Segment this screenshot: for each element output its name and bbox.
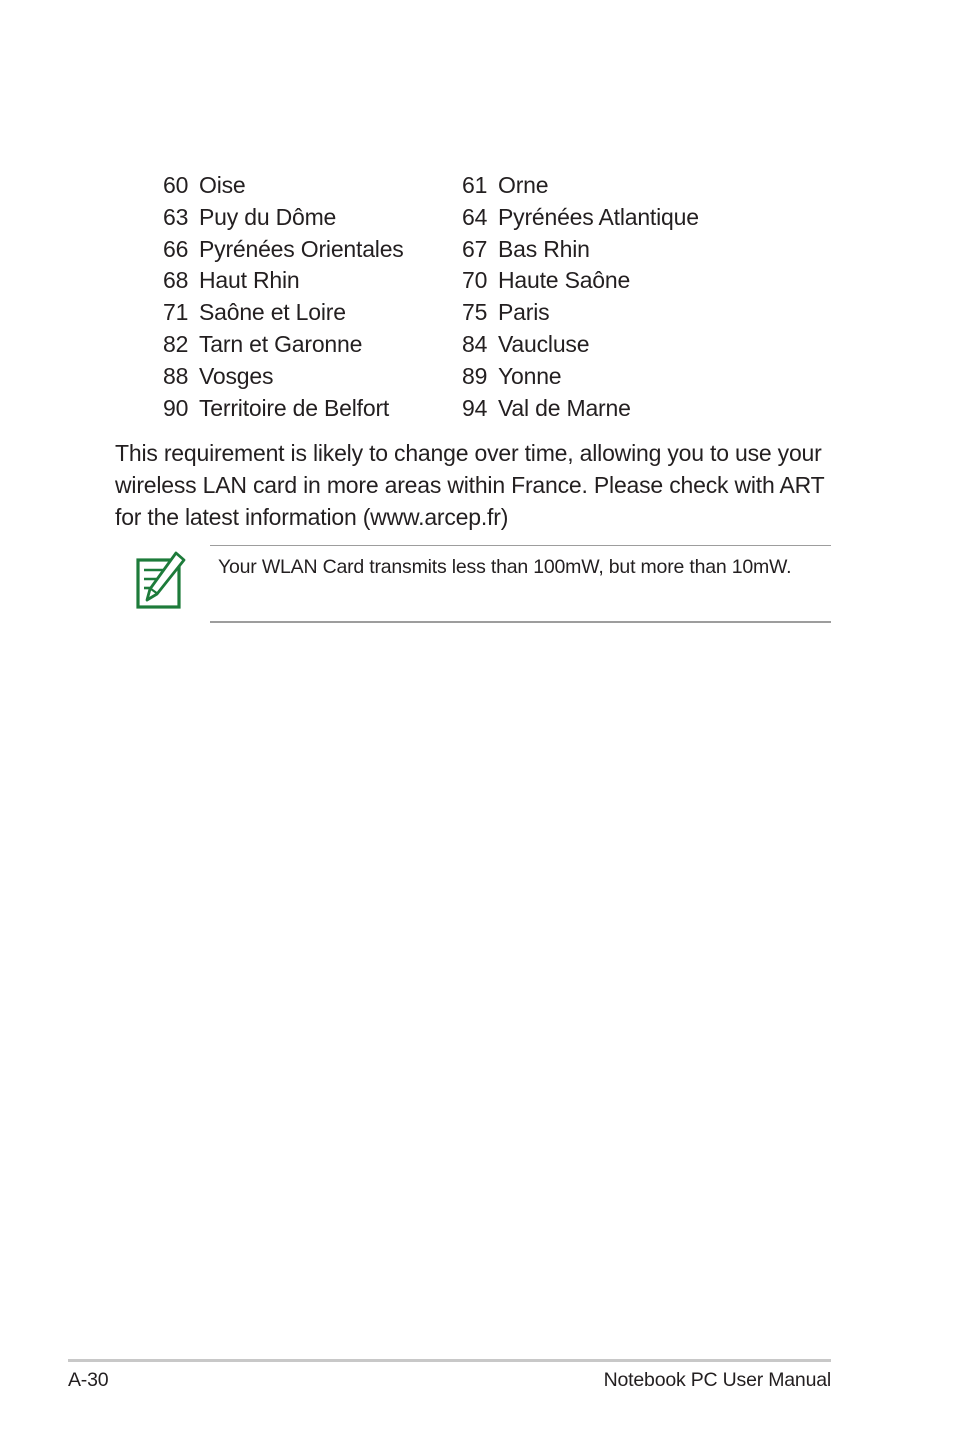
department-number: 63: [163, 203, 189, 230]
department-entry: [163, 297, 346, 329]
department-number: 88: [163, 362, 189, 389]
department-name: Saône et Loire: [199, 299, 346, 326]
department-entry: [163, 329, 362, 361]
note-text: Your WLAN Card transmits less than 100mW, but more than 10mW.: [218, 556, 792, 578]
department-entry: [462, 361, 561, 393]
department-name: Puy du Dôme: [199, 203, 337, 230]
department-name: Bas Rhin: [498, 235, 590, 262]
department-entry: [163, 393, 389, 425]
department-name: Val de Marne: [498, 394, 631, 421]
department-entry: [462, 234, 590, 266]
department-name: Yonne: [498, 362, 562, 389]
department-row: [163, 393, 723, 425]
department-entry: [163, 234, 404, 266]
department-name: Territoire de Belfort: [199, 394, 390, 421]
page-number: A-30: [68, 1369, 109, 1391]
department-list: [163, 170, 723, 424]
note-pencil-icon: [135, 551, 187, 611]
department-number: 82: [163, 330, 189, 357]
department-row: [163, 329, 723, 361]
department-number: 71: [163, 299, 189, 326]
department-name: Tarn et Garonne: [199, 330, 363, 357]
department-number: 94: [462, 394, 488, 421]
department-entry: [163, 265, 299, 297]
department-row: [163, 361, 723, 393]
department-row: [163, 202, 723, 234]
department-entry: [462, 329, 589, 361]
department-number: 61: [462, 172, 488, 198]
department-row: [163, 170, 723, 202]
department-number: 89: [462, 362, 488, 389]
footer-divider: [68, 1359, 831, 1362]
department-number: 67: [462, 235, 488, 262]
department-name: Haute Saône: [498, 267, 631, 294]
manual-title: Notebook PC User Manual: [603, 1369, 831, 1391]
department-entry: [163, 202, 336, 234]
department-entry: [462, 265, 630, 297]
department-name: Haut Rhin: [199, 267, 300, 294]
department-name: Oise: [199, 172, 246, 198]
department-entry: [163, 170, 246, 202]
note-box: [210, 545, 831, 623]
department-number: 90: [163, 394, 189, 421]
department-entry: [163, 361, 273, 393]
department-entry: [462, 170, 548, 202]
department-number: 66: [163, 235, 189, 262]
requirement-paragraph: This requirement is likely to change over time, allowing you to use your wireless LAN card in more areas within France. Please check with ART for the latest information (www.arcep.fr): [115, 440, 825, 530]
department-row: [163, 297, 723, 329]
department-name: Pyrénées Orientales: [199, 235, 404, 262]
department-name: Vaucluse: [498, 330, 590, 357]
department-row: [163, 234, 723, 266]
department-number: 68: [163, 267, 189, 294]
department-name: Paris: [498, 299, 550, 326]
department-entry: [462, 202, 699, 234]
department-entry: [462, 393, 631, 425]
department-number: 70: [462, 267, 488, 294]
department-name: Pyrénées Atlantique: [498, 203, 699, 230]
department-name: Orne: [498, 172, 549, 198]
department-entry: [462, 297, 549, 329]
department-number: 60: [163, 172, 189, 198]
department-number: 75: [462, 299, 488, 326]
department-row: [163, 265, 723, 297]
department-number: 64: [462, 203, 488, 230]
department-number: 84: [462, 330, 488, 357]
department-name: Vosges: [199, 362, 274, 389]
